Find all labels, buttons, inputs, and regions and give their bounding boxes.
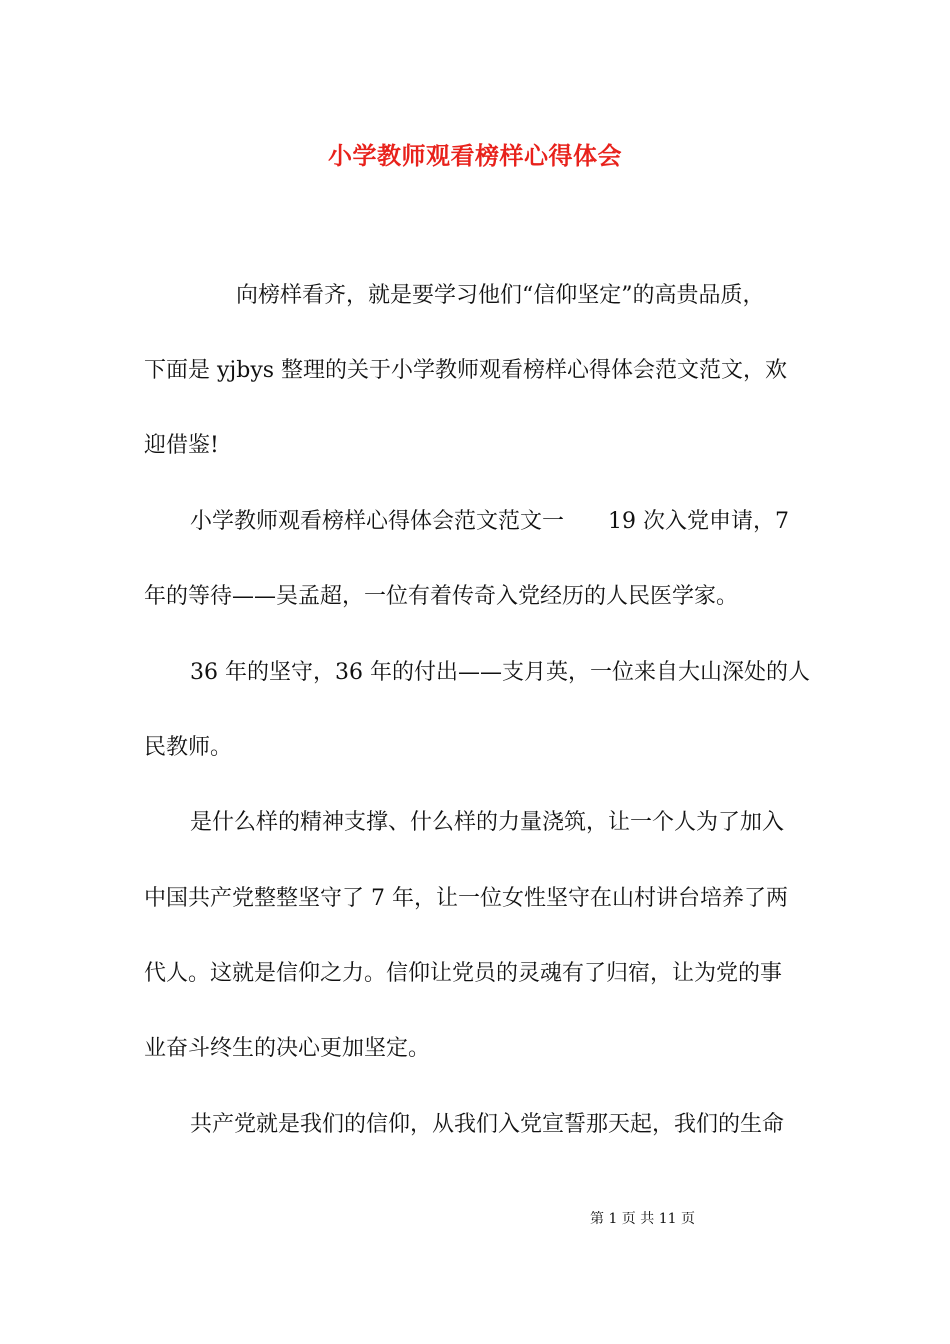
paragraph-line: 是什么样的精神支撑、什么样的力量浇筑，让一个人为了加入 xyxy=(190,810,785,835)
document-title: 小学教师观看榜样心得体会 xyxy=(328,141,622,170)
page-number-footer: 第 1 页 共 11 页 xyxy=(590,1211,695,1227)
paragraph-line: 代人。这就是信仰之力。信仰让党员的灵魂有了归宿，让为党的事 xyxy=(144,961,783,986)
paragraph-line: 向榜样看齐，就是要学习他们“信仰坚定”的高贵品质， xyxy=(236,283,765,308)
paragraph-line: 迎借鉴! xyxy=(144,433,219,458)
paragraph-line: 共产党就是我们的信仰，从我们入党宣誓那天起，我们的生命 xyxy=(190,1112,785,1137)
paragraph-line: 36 年的坚守，36 年的付出——支月英，一位来自大山深处的人 xyxy=(190,660,810,685)
paragraph-line: 业奋斗终生的决心更加坚定。 xyxy=(144,1036,431,1061)
paragraph-line: 小学教师观看榜样心得体会范文范文一 19 次入党申请，7 xyxy=(190,509,789,534)
paragraph-line: 民教师。 xyxy=(144,735,233,760)
paragraph-line: 年的等待——吴孟超，一位有着传奇入党经历的人民医学家。 xyxy=(144,584,739,609)
paragraph-line: 中国共产党整整坚守了 7 年，让一位女性坚守在山村讲台培养了两 xyxy=(144,886,788,911)
paragraph-line: 下面是 yjbys 整理的关于小学教师观看榜样心得体会范文范文，欢 xyxy=(144,358,788,383)
